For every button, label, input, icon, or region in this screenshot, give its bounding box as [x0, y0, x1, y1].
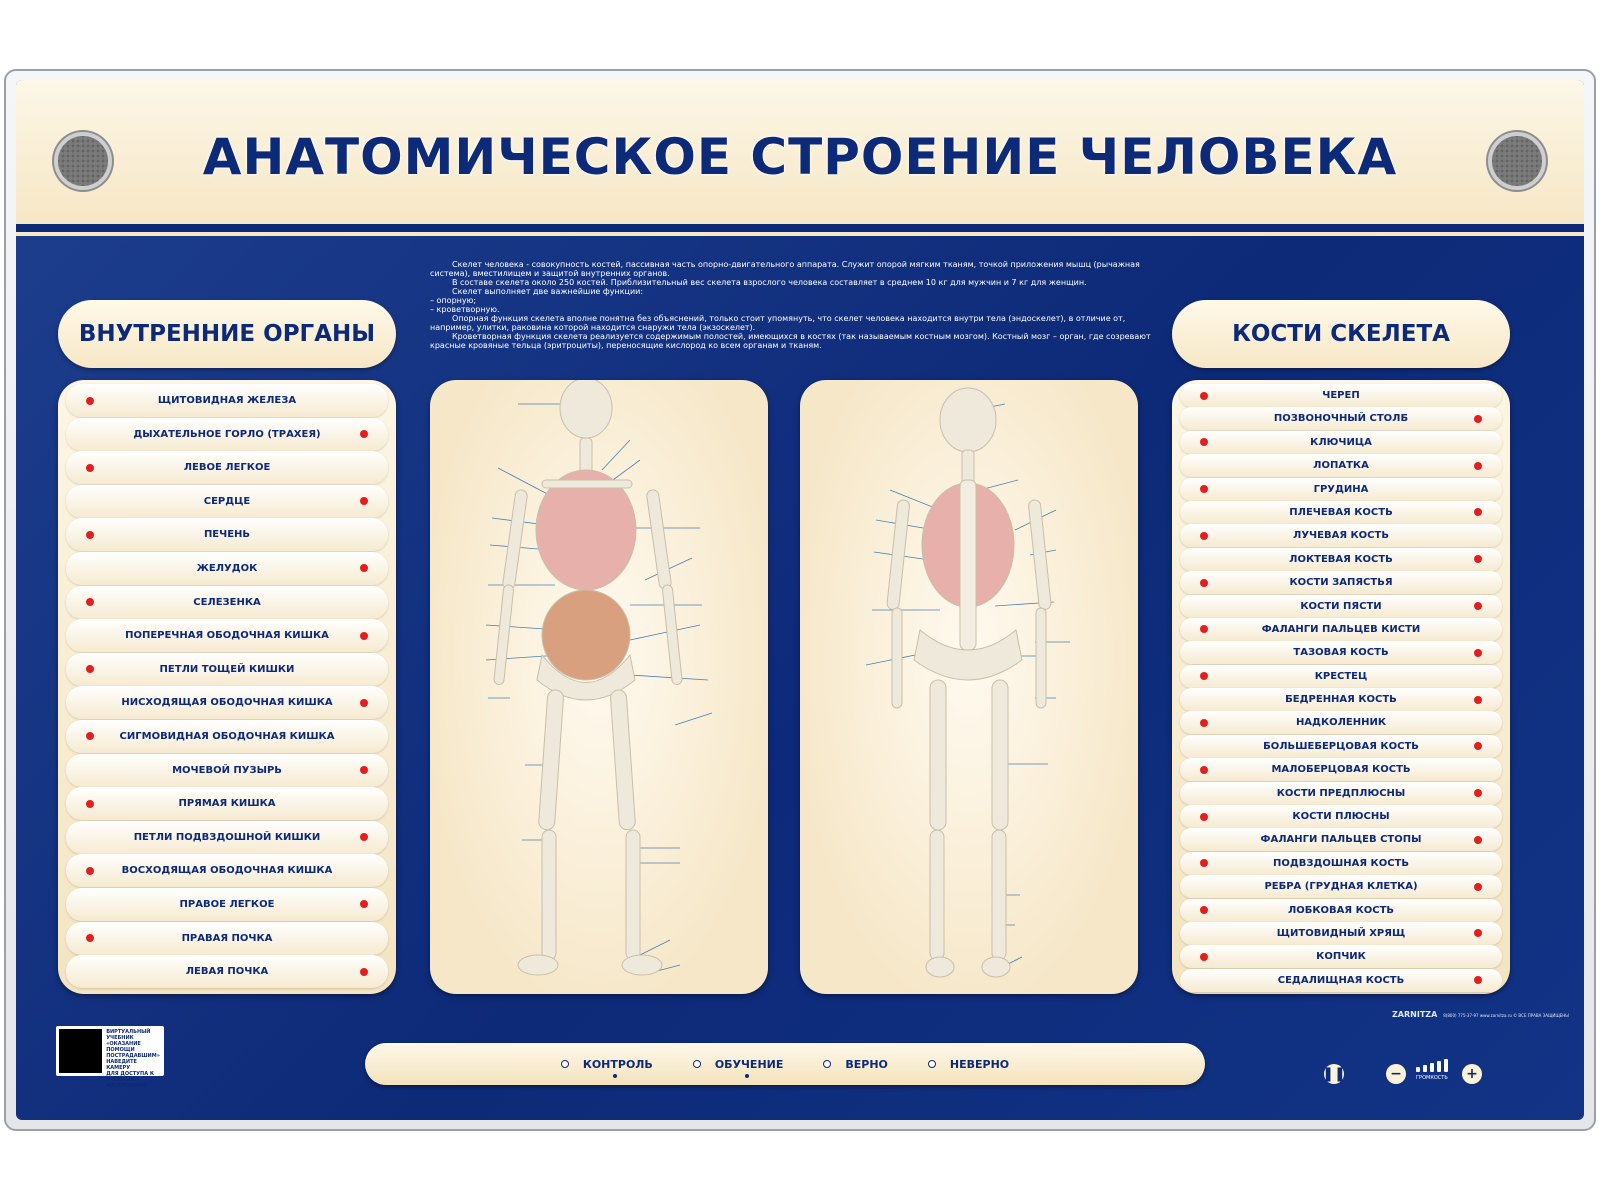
organ-list-item[interactable] [66, 888, 388, 921]
radio-icon [693, 1060, 701, 1068]
list-item-label: СИГМОВИДНАЯ ОБОДОЧНАЯ КИШКА [119, 730, 335, 742]
list-item-label: ПЕТЛИ ПОДВЗДОШНОЙ КИШКИ [133, 831, 321, 843]
marker-dot-icon [86, 464, 94, 472]
list-item-label: ТАЗОВАЯ КОСТЬ [1293, 647, 1389, 659]
volume-down-button[interactable] [1386, 1064, 1406, 1084]
interactive-board [16, 80, 1584, 1120]
organ-list-item[interactable] [66, 955, 388, 988]
marker-dot-icon [86, 732, 94, 740]
marker-dot-icon [360, 699, 368, 707]
bone-list-item[interactable] [1180, 478, 1502, 501]
marker-dot-icon [86, 800, 94, 808]
marker-dot-icon [1474, 649, 1482, 657]
organs-list [58, 380, 396, 994]
marker-dot-icon [1474, 462, 1482, 470]
organ-list-item[interactable] [66, 754, 388, 787]
selected-dot-icon [745, 1074, 749, 1078]
list-item-label: КОСТИ ПЛЮСНЫ [1292, 811, 1390, 823]
qr-block[interactable] [56, 1026, 164, 1089]
bone-list-item[interactable] [1180, 828, 1502, 851]
list-item-label: КОСТИ ПРЕДПЛЮСНЫ [1276, 787, 1406, 799]
marker-dot-icon [1474, 976, 1482, 984]
marker-dot-icon [1474, 929, 1482, 937]
mode-incorrect[interactable] [928, 1058, 1009, 1071]
list-item-label: БЕДРЕННАЯ КОСТЬ [1285, 694, 1397, 706]
list-item-label: НИСХОДЯЩАЯ ОБОДОЧНАЯ КИШКА [121, 697, 333, 709]
qr-line: ДЛЯ ДОСТУПА К УЧЕБНЫМ МАТЕРИАЛАМ [106, 1071, 154, 1089]
qr-caption [106, 1029, 161, 1089]
plus-icon: + [1466, 1066, 1478, 1082]
list-item-label: ПОЗВОНОЧНЫЙ СТОЛБ [1273, 413, 1409, 425]
marker-dot-icon [1200, 485, 1208, 493]
bones-list [1172, 380, 1510, 994]
marker-dot-icon [1200, 532, 1208, 540]
list-item-label: ЛУЧЕВАЯ КОСТЬ [1293, 530, 1389, 542]
list-item-label: ФАЛАНГИ ПАЛЬЦЕВ СТОПЫ [1260, 834, 1422, 846]
title-header [16, 80, 1584, 232]
list-item-label: ЩИТОВИДНАЯ ЖЕЛЕЗА [157, 395, 297, 406]
qr-code-icon [59, 1029, 102, 1073]
selected-dot-icon [613, 1074, 617, 1078]
list-item-label: КОСТИ ЗАПЯСТЬЯ [1289, 577, 1393, 589]
marker-dot-icon [360, 430, 368, 438]
qr-line: НАВЕДИТЕ КАМЕРУ [106, 1059, 137, 1071]
list-item-label: БОЛЬШЕБЕРЦОВАЯ КОСТЬ [1263, 740, 1419, 752]
marker-dot-icon [1200, 953, 1208, 961]
mode-label: ОБУЧЕНИЕ [714, 1057, 784, 1071]
list-item-label: МАЛОБЕРЦОВАЯ КОСТЬ [1271, 764, 1411, 776]
mode-correct[interactable] [823, 1058, 888, 1071]
organ-list-item[interactable] [66, 854, 388, 887]
marker-dot-icon [360, 833, 368, 841]
bone-list-item[interactable] [1180, 618, 1502, 641]
skeleton-back-panel[interactable] [800, 380, 1138, 994]
bone-list-item[interactable] [1180, 501, 1502, 524]
list-item-label: ПЛЕЧЕВАЯ КОСТЬ [1289, 506, 1393, 518]
info-paragraph: Скелет человека - совокупность костей, пассивная часть опорно-двигательного аппарата. Служит опорой мягким тканям, точкой приложения мышц (рычажная система), вместилищем и защитой внутренних органов. [430, 260, 1140, 278]
marker-dot-icon [86, 598, 94, 606]
list-item-label: ДЫХАТЕЛЬНОЕ ГОРЛО (ТРАХЕЯ) [133, 428, 321, 440]
marker-dot-icon [1200, 579, 1208, 587]
skeleton-back-image [800, 380, 1138, 994]
marker-dot-icon [1200, 813, 1208, 821]
marker-dot-icon [1474, 742, 1482, 750]
list-item-label: ПРАВАЯ ПОЧКА [181, 932, 273, 944]
mode-learning[interactable] [693, 1058, 784, 1071]
list-item-label: КОСТИ ПЯСТИ [1300, 600, 1382, 612]
marker-dot-icon [1200, 625, 1208, 633]
bone-list-item[interactable] [1180, 384, 1502, 407]
info-paragraph: – опорную; [430, 296, 477, 305]
list-item-label: МОЧЕВОЙ ПУЗЫРЬ [172, 764, 282, 776]
skeleton-front-panel[interactable] [430, 380, 768, 994]
organ-list-item[interactable] [66, 552, 388, 585]
list-item-label: КРЕСТЕЦ [1314, 670, 1368, 682]
marker-dot-icon [360, 900, 368, 908]
list-item-label: ЛОПАТКА [1313, 460, 1369, 472]
list-item-label: ПРАВОЕ ЛЕГКОЕ [179, 898, 275, 910]
list-item-label: ЛЕВОЕ ЛЕГКОЕ [183, 462, 271, 474]
list-item-label: КЛЮЧИЦА [1310, 436, 1372, 448]
list-item-label: ФАЛАНГИ ПАЛЬЦЕВ КИСТИ [1261, 623, 1421, 635]
mode-label: НЕВЕРНО [949, 1057, 1010, 1071]
marker-dot-icon [1200, 906, 1208, 914]
marker-dot-icon [360, 968, 368, 976]
info-paragraph: В составе скелета около 250 костей. Приблизительный вес скелета взрослого человека составляет в среднем 10 кг для мужчин и 7 кг для женщин. [452, 278, 1087, 287]
marker-dot-icon [1200, 859, 1208, 867]
organ-list-item[interactable] [66, 586, 388, 619]
marker-dot-icon [86, 665, 94, 673]
marker-dot-icon [1200, 392, 1208, 400]
bones-header: КОСТИ СКЕЛЕТА [1172, 300, 1510, 368]
marker-dot-icon [86, 934, 94, 942]
info-paragraph: Опорная функция скелета вполне понятна без объяснений, только стоит упомянуть, что скелет человека находится внутри тела (эндоскелет), в отличие от, например, улитки, раковина которой находится снаружи тела (экзоскелет). [430, 314, 1126, 332]
brand-logo [1392, 1010, 1569, 1019]
marker-dot-icon [360, 766, 368, 774]
organ-list-item[interactable] [66, 451, 388, 484]
marker-dot-icon [1200, 719, 1208, 727]
bone-list-item[interactable] [1180, 922, 1502, 945]
right-speaker-icon [1488, 132, 1546, 190]
qr-line: ВИРТУАЛЬНЫЙ УЧЕБНИК «ОКАЗАНИЕ ПОМОЩИ ПОСТРАДАВШИМ» [106, 1029, 160, 1059]
marker-dot-icon [1200, 438, 1208, 446]
skeleton-front-image [430, 380, 768, 994]
marker-dot-icon [86, 397, 94, 405]
list-item-label: ЛОКТЕВАЯ КОСТЬ [1289, 553, 1393, 565]
volume-label: ГРОМКОСТЬ [1416, 1075, 1448, 1081]
list-item-label: СЕРДЦЕ [203, 495, 251, 507]
list-item-label: ПЕЧЕНЬ [203, 529, 251, 541]
marker-dot-icon [1474, 789, 1482, 797]
minus-icon: − [1390, 1066, 1402, 1082]
page-title: АНАТОМИЧЕСКОЕ СТРОЕНИЕ ЧЕЛОВЕКА [202, 128, 1398, 186]
organ-list-item[interactable] [66, 821, 388, 854]
bone-list-item[interactable] [1180, 805, 1502, 828]
list-item-label: ЧЕРЕП [1322, 390, 1360, 401]
bone-list-item[interactable] [1180, 711, 1502, 734]
marker-dot-icon [360, 564, 368, 572]
list-item-label: НАДКОЛЕННИК [1295, 717, 1387, 729]
organ-list-item[interactable] [66, 922, 388, 955]
bone-list-item[interactable] [1180, 454, 1502, 477]
list-item-label: СЕЛЕЗЕНКА [193, 596, 261, 608]
bone-list-item[interactable] [1180, 524, 1502, 547]
organ-list-item[interactable] [66, 787, 388, 820]
organs-header: ВНУТРЕННИЕ ОРГАНЫ [58, 300, 396, 368]
brand-contacts: 8(800) 775-37-97 www.zarnitza.ru © ВСЕ ПРАВА ЗАЩИЩЕНЫ [1443, 1013, 1569, 1018]
bone-list-item[interactable] [1180, 595, 1502, 618]
volume-up-button[interactable] [1462, 1064, 1482, 1084]
info-paragraph: – кроветворную. [430, 305, 500, 314]
organ-list-item[interactable] [66, 518, 388, 551]
volume-level-icon [1416, 1058, 1456, 1072]
marker-dot-icon [1474, 508, 1482, 516]
marker-dot-icon [360, 497, 368, 505]
organ-list-item[interactable] [66, 686, 388, 719]
list-item-label: ПОПЕРЕЧНАЯ ОБОДОЧНАЯ КИШКА [125, 630, 329, 642]
mode-label: ВЕРНО [845, 1057, 888, 1071]
radio-icon [561, 1060, 569, 1068]
bone-list-item[interactable] [1180, 665, 1502, 688]
marker-dot-icon [1474, 555, 1482, 563]
bone-list-item[interactable] [1180, 875, 1502, 898]
list-item-label: ПРЯМАЯ КИШКА [178, 798, 276, 810]
mode-control-bar [365, 1043, 1205, 1085]
marker-dot-icon [1474, 883, 1482, 891]
bone-list-item[interactable] [1180, 641, 1502, 664]
marker-dot-icon [1474, 836, 1482, 844]
bone-list-item[interactable] [1180, 782, 1502, 805]
pause-button[interactable] [1324, 1064, 1344, 1084]
list-item-label: ПОДВЗДОШНАЯ КОСТЬ [1272, 857, 1409, 869]
list-item-label: ВОСХОДЯЩАЯ ОБОДОЧНАЯ КИШКА [121, 865, 333, 877]
info-text [430, 260, 1170, 350]
info-paragraph: Скелет выполняет две важнейшие функции: [452, 287, 644, 296]
bone-list-item[interactable] [1180, 688, 1502, 711]
radio-icon [823, 1060, 831, 1068]
bone-list-item[interactable] [1180, 407, 1502, 430]
list-item-label: КОПЧИК [1316, 951, 1366, 963]
marker-dot-icon [86, 531, 94, 539]
organ-list-item[interactable] [66, 418, 388, 451]
marker-dot-icon [1474, 415, 1482, 423]
brand-name: ZARNITZA [1392, 1010, 1438, 1019]
bone-list-item[interactable] [1180, 735, 1502, 758]
marker-dot-icon [1200, 766, 1208, 774]
list-item-label: ЛЕВАЯ ПОЧКА [185, 966, 269, 978]
bone-list-item[interactable] [1180, 945, 1502, 968]
radio-icon [928, 1060, 936, 1068]
organ-list-item[interactable] [66, 653, 388, 686]
bone-list-item[interactable] [1180, 758, 1502, 781]
list-item-label: ЛОБКОВАЯ КОСТЬ [1287, 904, 1395, 916]
bone-list-item[interactable] [1180, 548, 1502, 571]
marker-dot-icon [1474, 696, 1482, 704]
mode-control[interactable] [561, 1058, 653, 1071]
list-item-label: СЕДАЛИЩНАЯ КОСТЬ [1277, 974, 1405, 986]
organ-list-item[interactable] [66, 619, 388, 652]
info-paragraph: Кроветворная функция скелета реализуется содержимым полостей, имеющихся в костях (так называемым костным мозгом). Костный мозг – орган, где созревают красные кровяные тельца (эритроциты), переносящие кислород ко всем органам и тканям. [430, 332, 1151, 350]
list-item-label: ПЕТЛИ ТОЩЕЙ КИШКИ [159, 663, 295, 675]
bone-list-item[interactable] [1180, 899, 1502, 922]
bone-list-item[interactable] [1180, 852, 1502, 875]
pause-icon: ❚❚ [1322, 1066, 1346, 1082]
marker-dot-icon [1474, 602, 1482, 610]
marker-dot-icon [1200, 672, 1208, 680]
marker-dot-icon [86, 867, 94, 875]
marker-dot-icon [360, 632, 368, 640]
organ-list-item[interactable] [66, 485, 388, 518]
organ-list-item[interactable] [66, 384, 388, 417]
organ-list-item[interactable] [66, 720, 388, 753]
bone-list-item[interactable] [1180, 571, 1502, 594]
list-item-label: ГРУДИНА [1313, 483, 1369, 495]
bone-list-item[interactable] [1180, 969, 1502, 992]
list-item-label: ЩИТОВИДНЫЙ ХРЯЩ [1276, 927, 1406, 939]
bone-list-item[interactable] [1180, 431, 1502, 454]
list-item-label: ЖЕЛУДОК [196, 562, 258, 574]
list-item-label: РЕБРА (ГРУДНАЯ КЛЕТКА) [1264, 881, 1418, 893]
mode-label: КОНТРОЛЬ [582, 1057, 653, 1071]
